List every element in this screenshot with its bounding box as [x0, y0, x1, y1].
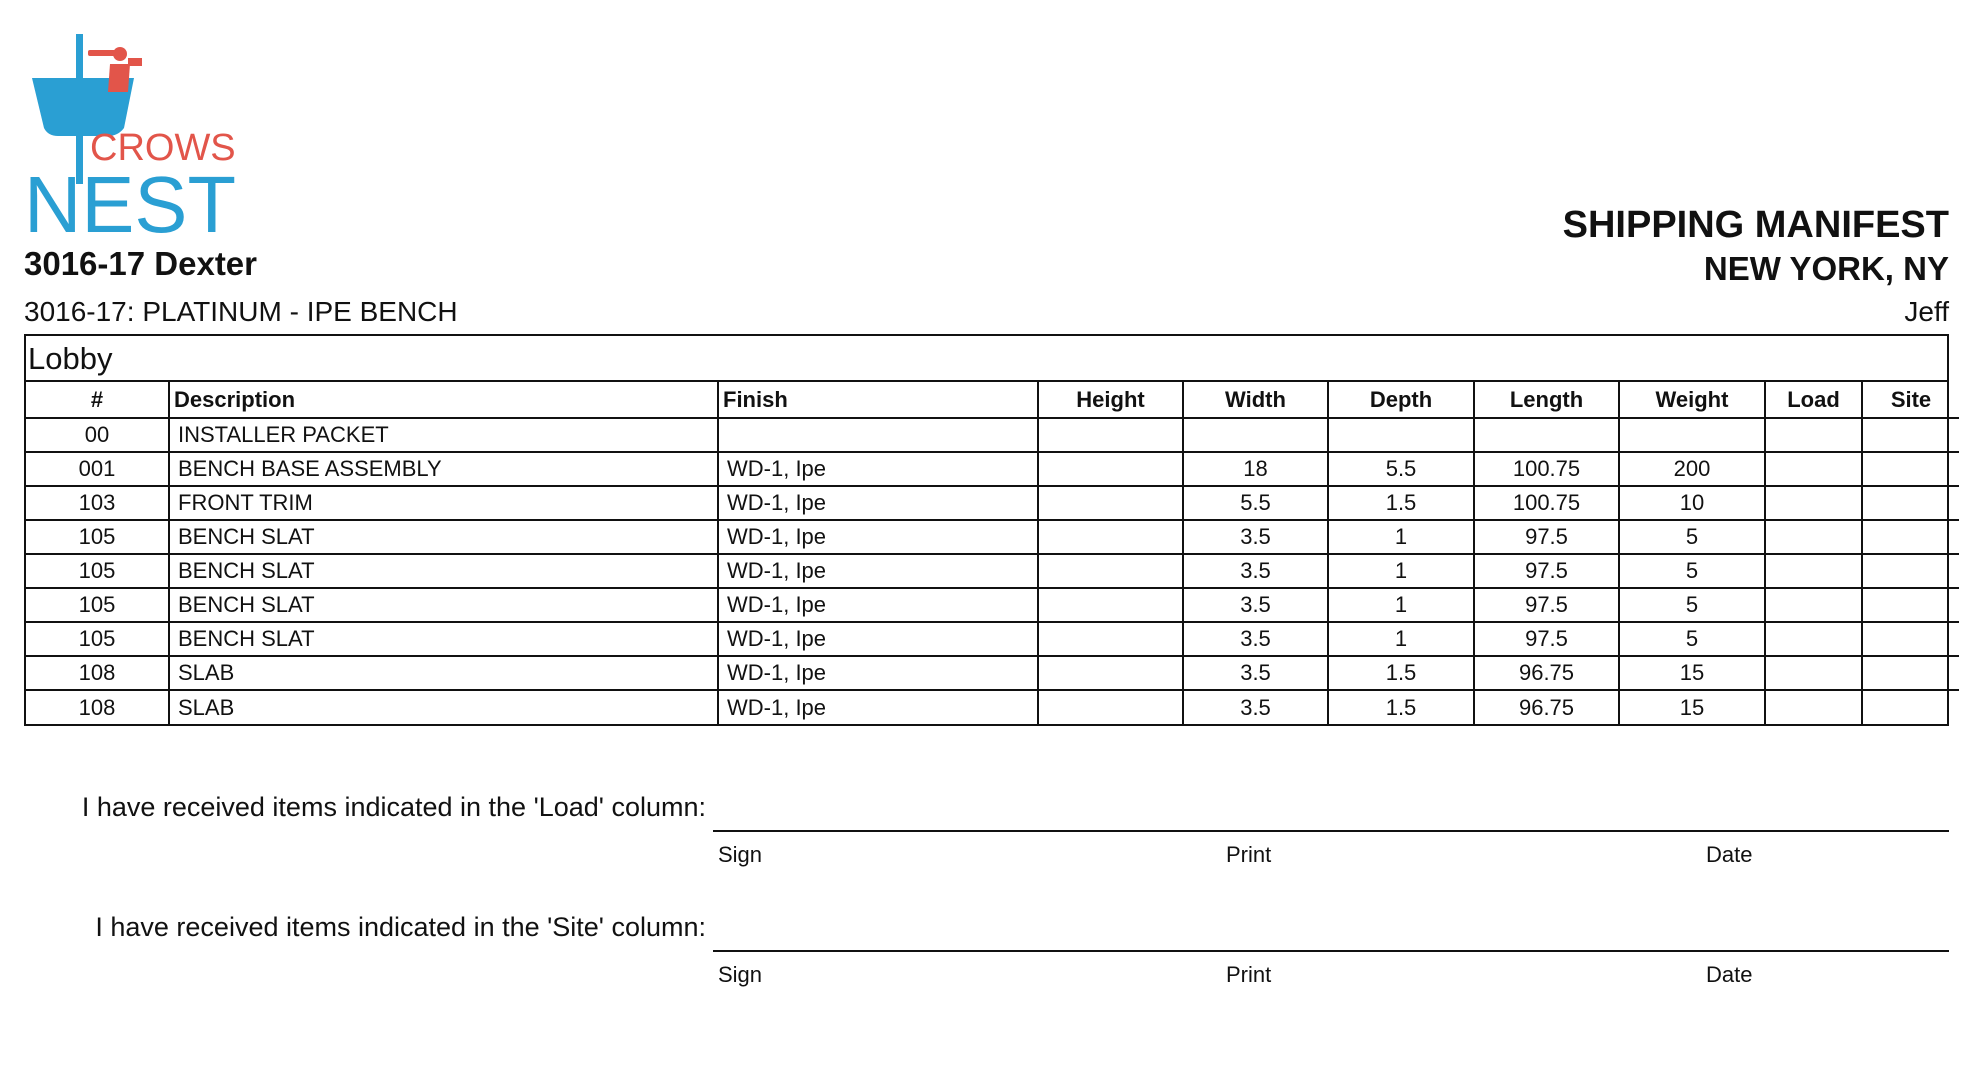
table-row	[26, 520, 1959, 554]
project-subtitle: 3016-17: PLATINUM - IPE BENCH	[24, 296, 458, 327]
col-depth-cell	[1328, 418, 1474, 452]
col-finish-cell: WD-1, Ipe	[718, 452, 1038, 486]
header-col-weight: Weight	[1619, 382, 1765, 418]
header-col-finish: Finish	[718, 382, 1038, 418]
col-finish-cell: WD-1, Ipe	[718, 690, 1038, 724]
site-sign-label: Sign	[718, 962, 763, 987]
col-finish-cell: WD-1, Ipe	[718, 486, 1038, 520]
table-row	[26, 486, 1959, 520]
site-signature-line[interactable]	[713, 950, 1949, 952]
col-number-cell: 001	[26, 452, 169, 486]
col-site-cell[interactable]	[1862, 656, 1959, 690]
project-title: 3016-17 Dexter	[24, 245, 257, 282]
col-load-cell[interactable]	[1765, 486, 1862, 520]
col-height-cell	[1038, 520, 1183, 554]
col-length-cell: 96.75	[1474, 690, 1619, 724]
col-site-cell[interactable]	[1862, 690, 1959, 724]
col-height-cell	[1038, 554, 1183, 588]
col-height-cell	[1038, 486, 1183, 520]
col-description-cell: SLAB	[169, 656, 718, 690]
col-number-cell: 105	[26, 554, 169, 588]
col-depth-cell: 1.5	[1328, 656, 1474, 690]
col-site-cell[interactable]	[1862, 520, 1959, 554]
col-weight-cell: 200	[1619, 452, 1765, 486]
col-load-cell[interactable]	[1765, 520, 1862, 554]
col-depth-cell: 1	[1328, 622, 1474, 656]
header-col-depth: Depth	[1328, 382, 1474, 418]
logo-text-crows: CROWS	[90, 127, 236, 169]
table-header-row	[26, 382, 1959, 418]
site-print-label: Print	[1226, 962, 1272, 987]
col-length-cell: 100.75	[1474, 452, 1619, 486]
section-title: Lobby	[26, 336, 1947, 382]
col-site-cell[interactable]	[1862, 452, 1959, 486]
load-statement: I have received items indicated in the 'Load' column:	[81, 792, 706, 822]
table-row	[26, 690, 1959, 724]
col-number-cell: 105	[26, 588, 169, 622]
col-height-cell	[1038, 588, 1183, 622]
col-width-cell: 18	[1183, 452, 1328, 486]
col-length-cell: 97.5	[1474, 622, 1619, 656]
col-weight-cell: 5	[1619, 520, 1765, 554]
col-finish-cell: WD-1, Ipe	[718, 656, 1038, 690]
document-person: Jeff	[1904, 296, 1949, 327]
col-length-cell: 97.5	[1474, 520, 1619, 554]
col-finish-cell: WD-1, Ipe	[718, 520, 1038, 554]
col-width-cell: 5.5	[1183, 486, 1328, 520]
load-signature-line[interactable]	[713, 830, 1949, 832]
col-number-cell: 00	[26, 418, 169, 452]
col-number-cell: 108	[26, 656, 169, 690]
col-length-cell	[1474, 418, 1619, 452]
col-width-cell: 3.5	[1183, 656, 1328, 690]
load-sign-label: Sign	[718, 842, 763, 867]
col-site-cell[interactable]	[1862, 486, 1959, 520]
table-body	[26, 418, 1959, 724]
crows-nest-logo	[24, 30, 244, 235]
col-weight-cell: 5	[1619, 554, 1765, 588]
manifest-table-container	[24, 334, 1949, 726]
table-row	[26, 622, 1959, 656]
col-weight-cell: 10	[1619, 486, 1765, 520]
col-number-cell: 103	[26, 486, 169, 520]
col-depth-cell: 1	[1328, 588, 1474, 622]
table-row	[26, 554, 1959, 588]
col-load-cell[interactable]	[1765, 418, 1862, 452]
col-finish-cell: WD-1, Ipe	[718, 554, 1038, 588]
col-number-cell: 108	[26, 690, 169, 724]
col-load-cell[interactable]	[1765, 690, 1862, 724]
col-depth-cell: 1	[1328, 520, 1474, 554]
col-load-cell[interactable]	[1765, 656, 1862, 690]
col-finish-cell: WD-1, Ipe	[718, 588, 1038, 622]
col-number-cell: 105	[26, 622, 169, 656]
col-height-cell	[1038, 656, 1183, 690]
manifest-table	[26, 382, 1959, 724]
header-col-length: Length	[1474, 382, 1619, 418]
table-row	[26, 452, 1959, 486]
logo-text-nest: NEST	[24, 160, 236, 235]
col-length-cell: 100.75	[1474, 486, 1619, 520]
load-date-label: Date	[1706, 842, 1753, 867]
col-width-cell: 3.5	[1183, 622, 1328, 656]
col-description-cell: SLAB	[169, 690, 718, 724]
table-row	[26, 418, 1959, 452]
col-width-cell: 3.5	[1183, 554, 1328, 588]
col-description-cell: INSTALLER PACKET	[169, 418, 718, 452]
header-col-site: Site	[1862, 382, 1959, 418]
col-length-cell: 97.5	[1474, 588, 1619, 622]
col-load-cell[interactable]	[1765, 554, 1862, 588]
col-depth-cell: 1	[1328, 554, 1474, 588]
col-site-cell[interactable]	[1862, 418, 1959, 452]
col-weight-cell: 5	[1619, 588, 1765, 622]
header-col-number: #	[26, 382, 169, 418]
col-description-cell: BENCH BASE ASSEMBLY	[169, 452, 718, 486]
col-description-cell: BENCH SLAT	[169, 622, 718, 656]
col-depth-cell: 1.5	[1328, 486, 1474, 520]
col-width-cell: 3.5	[1183, 690, 1328, 724]
site-statement: I have received items indicated in the 'Site' column:	[95, 912, 706, 942]
col-finish-cell	[718, 418, 1038, 452]
col-height-cell	[1038, 690, 1183, 724]
document-location: NEW YORK, NY	[1703, 250, 1949, 287]
col-width-cell	[1183, 418, 1328, 452]
col-depth-cell: 1.5	[1328, 690, 1474, 724]
document-title: SHIPPING MANIFEST	[1562, 204, 1949, 246]
col-depth-cell: 5.5	[1328, 452, 1474, 486]
col-description-cell: BENCH SLAT	[169, 588, 718, 622]
col-width-cell: 3.5	[1183, 588, 1328, 622]
site-date-label: Date	[1706, 962, 1753, 987]
col-number-cell: 105	[26, 520, 169, 554]
col-description-cell: FRONT TRIM	[169, 486, 718, 520]
header-col-height: Height	[1038, 382, 1183, 418]
load-print-label: Print	[1226, 842, 1272, 867]
col-site-cell[interactable]	[1862, 622, 1959, 656]
col-height-cell	[1038, 452, 1183, 486]
col-weight-cell: 15	[1619, 656, 1765, 690]
col-load-cell[interactable]	[1765, 452, 1862, 486]
col-site-cell[interactable]	[1862, 588, 1959, 622]
table-row	[26, 588, 1959, 622]
col-load-cell[interactable]	[1765, 588, 1862, 622]
col-length-cell: 96.75	[1474, 656, 1619, 690]
col-description-cell: BENCH SLAT	[169, 520, 718, 554]
col-width-cell: 3.5	[1183, 520, 1328, 554]
col-height-cell	[1038, 622, 1183, 656]
col-description-cell: BENCH SLAT	[169, 554, 718, 588]
header-col-load: Load	[1765, 382, 1862, 418]
col-weight-cell: 5	[1619, 622, 1765, 656]
col-finish-cell: WD-1, Ipe	[718, 622, 1038, 656]
col-load-cell[interactable]	[1765, 622, 1862, 656]
header-col-width: Width	[1183, 382, 1328, 418]
table-row	[26, 656, 1959, 690]
col-weight-cell	[1619, 418, 1765, 452]
col-length-cell: 97.5	[1474, 554, 1619, 588]
header-col-description: Description	[169, 382, 718, 418]
col-weight-cell: 15	[1619, 690, 1765, 724]
col-height-cell	[1038, 418, 1183, 452]
col-site-cell[interactable]	[1862, 554, 1959, 588]
